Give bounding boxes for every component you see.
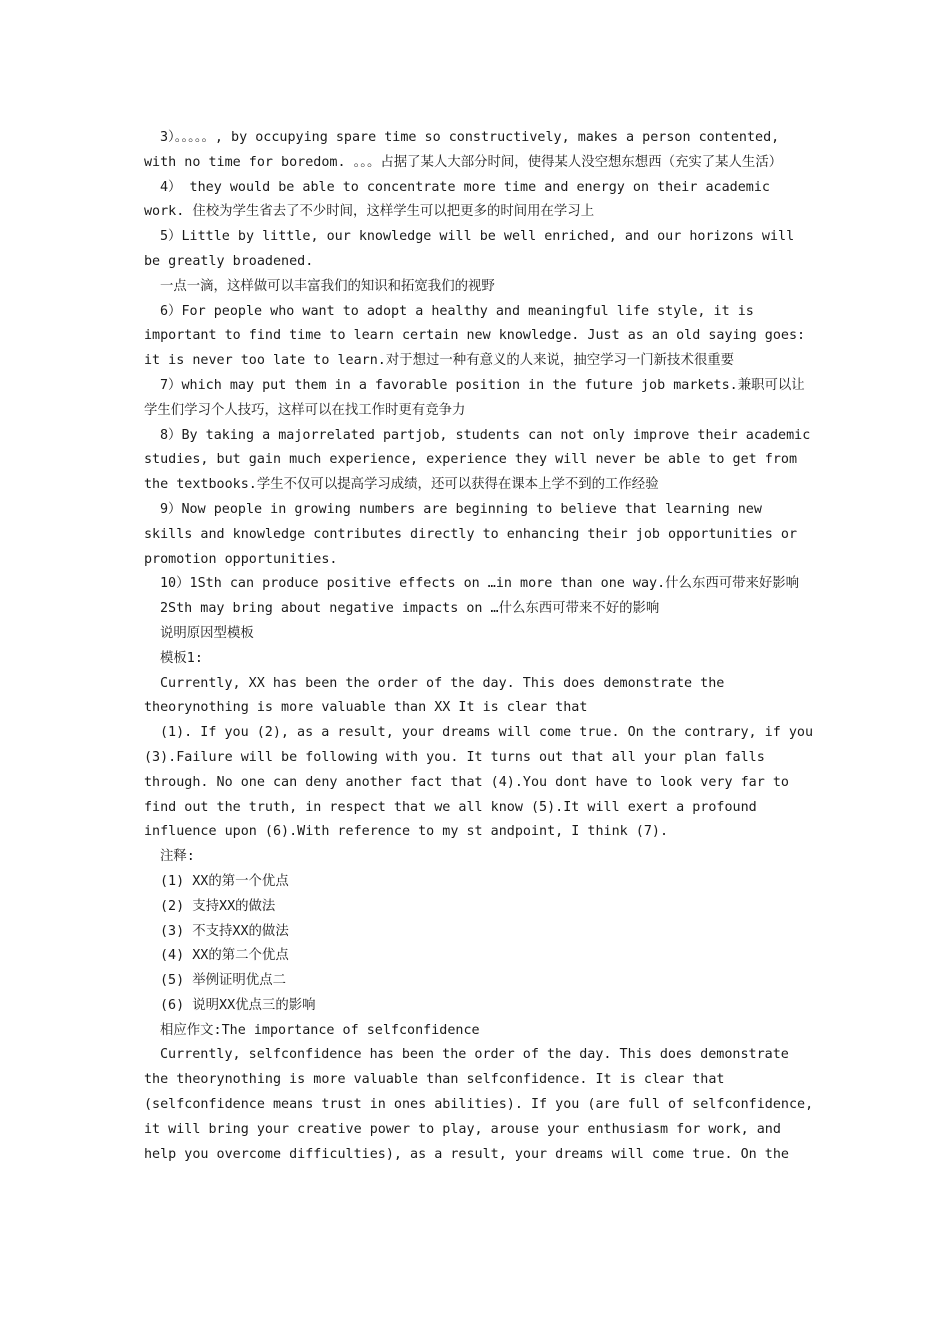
paragraph-item-4: 4） they would be able to concentrate more time and energy on their academic work. 住校为学生省去了不少时间，这样学生可以把更多的时间用在学习上 xyxy=(144,179,770,220)
note-item-6: (6) 说明XX优点三的影响 xyxy=(160,997,316,1013)
paragraph-item-5: 5）Little by little, our knowledge will be well enriched, and our horizons will be greatly broadened. xyxy=(144,229,795,269)
note-item-1: (1) XX的第一个优点 xyxy=(160,873,289,889)
template-body: (1). If you (2), as a result, your dreams will come true. On the contrary, if you (3).Failure will be following with you. It turns out that all your plan falls through. No one can deny another fact that (4).You dont have to look very far to find out the truth, in respect that we all know (5).It will exert a profound influence upon (6).With reference to my st andpoint, I think (7). xyxy=(144,725,814,840)
paragraph-item-3: 3）。。。。。, by occupying spare time so constructively, makes a person contented, with no time for boredom. 。。。占据了某人大部分时间，使得某人没空想东想西（充实了某人生活） xyxy=(144,130,783,170)
notes-heading: 注释: xyxy=(160,849,195,865)
paragraph-item-5-translation: 一点一滴，这样做可以丰富我们的知识和拓宽我们的视野 xyxy=(160,278,495,294)
note-item-2: (2) 支持XX的做法 xyxy=(160,898,276,914)
paragraph-item-9: 9）Now people in growing numbers are beginning to believe that learning new skills and knowledge contributes directly to enhancing their job opportunities or promotion opportunities. xyxy=(144,501,798,567)
paragraph-item-10: 10）1Sth can produce positive effects on …in more than one way.什么东西可带来好影响 xyxy=(160,576,800,592)
essay-body: Currently, selfconfidence has been the order of the day. This does demonstrate the theorynothing is more valuable than selfconfidence. It is clear that (selfconfidence means trust in ones abilities). If you (are full of selfconfidence, it will bring your creative power to play, arouse your enthusiasm for work, and help you overcome difficulties), as a result, your dreams will come true. On the xyxy=(144,1047,814,1162)
note-item-5: (5) 举例证明优点二 xyxy=(160,973,286,989)
template-intro: Currently, XX has been the order of the day. This does demonstrate the theorynothing is more valuable than XX It is clear that xyxy=(144,675,725,716)
paragraph-item-6: 6）For people who want to adopt a healthy and meaningful life style, it is important to find time to learn certain new knowledge. Just as an old saying goes: it is never too late to learn.对于想过一种有意义的人来说，抽空学习一门新技术很重要 xyxy=(144,303,806,369)
paragraph-item-7: 7）which may put them in a favorable position in the future job markets.兼职可以让学生们学习个人技巧，这样可以在找工作时更有竞争力 xyxy=(144,377,805,418)
paragraph-item-8: 8）By taking a majorrelated partjob, students can not only improve their academic studies, but gain much experience, experience they will never be able to get from the textbooks.学生不仅可以提高学习成绩，还可以获得在课本上学不到的工作经验 xyxy=(144,427,811,493)
note-item-4: (4) XX的第二个优点 xyxy=(160,948,289,964)
document-page xyxy=(144,126,814,1167)
note-item-3: (3) 不支持XX的做法 xyxy=(160,923,289,939)
template-heading: 模板1: xyxy=(160,650,203,666)
paragraph-item-10-2: 2Sth may bring about negative impacts on …什么东西可带来不好的影响 xyxy=(160,601,660,617)
section-heading: 说明原因型模板 xyxy=(160,625,254,641)
essay-title: 相应作文:The importance of selfconfidence xyxy=(160,1022,480,1038)
